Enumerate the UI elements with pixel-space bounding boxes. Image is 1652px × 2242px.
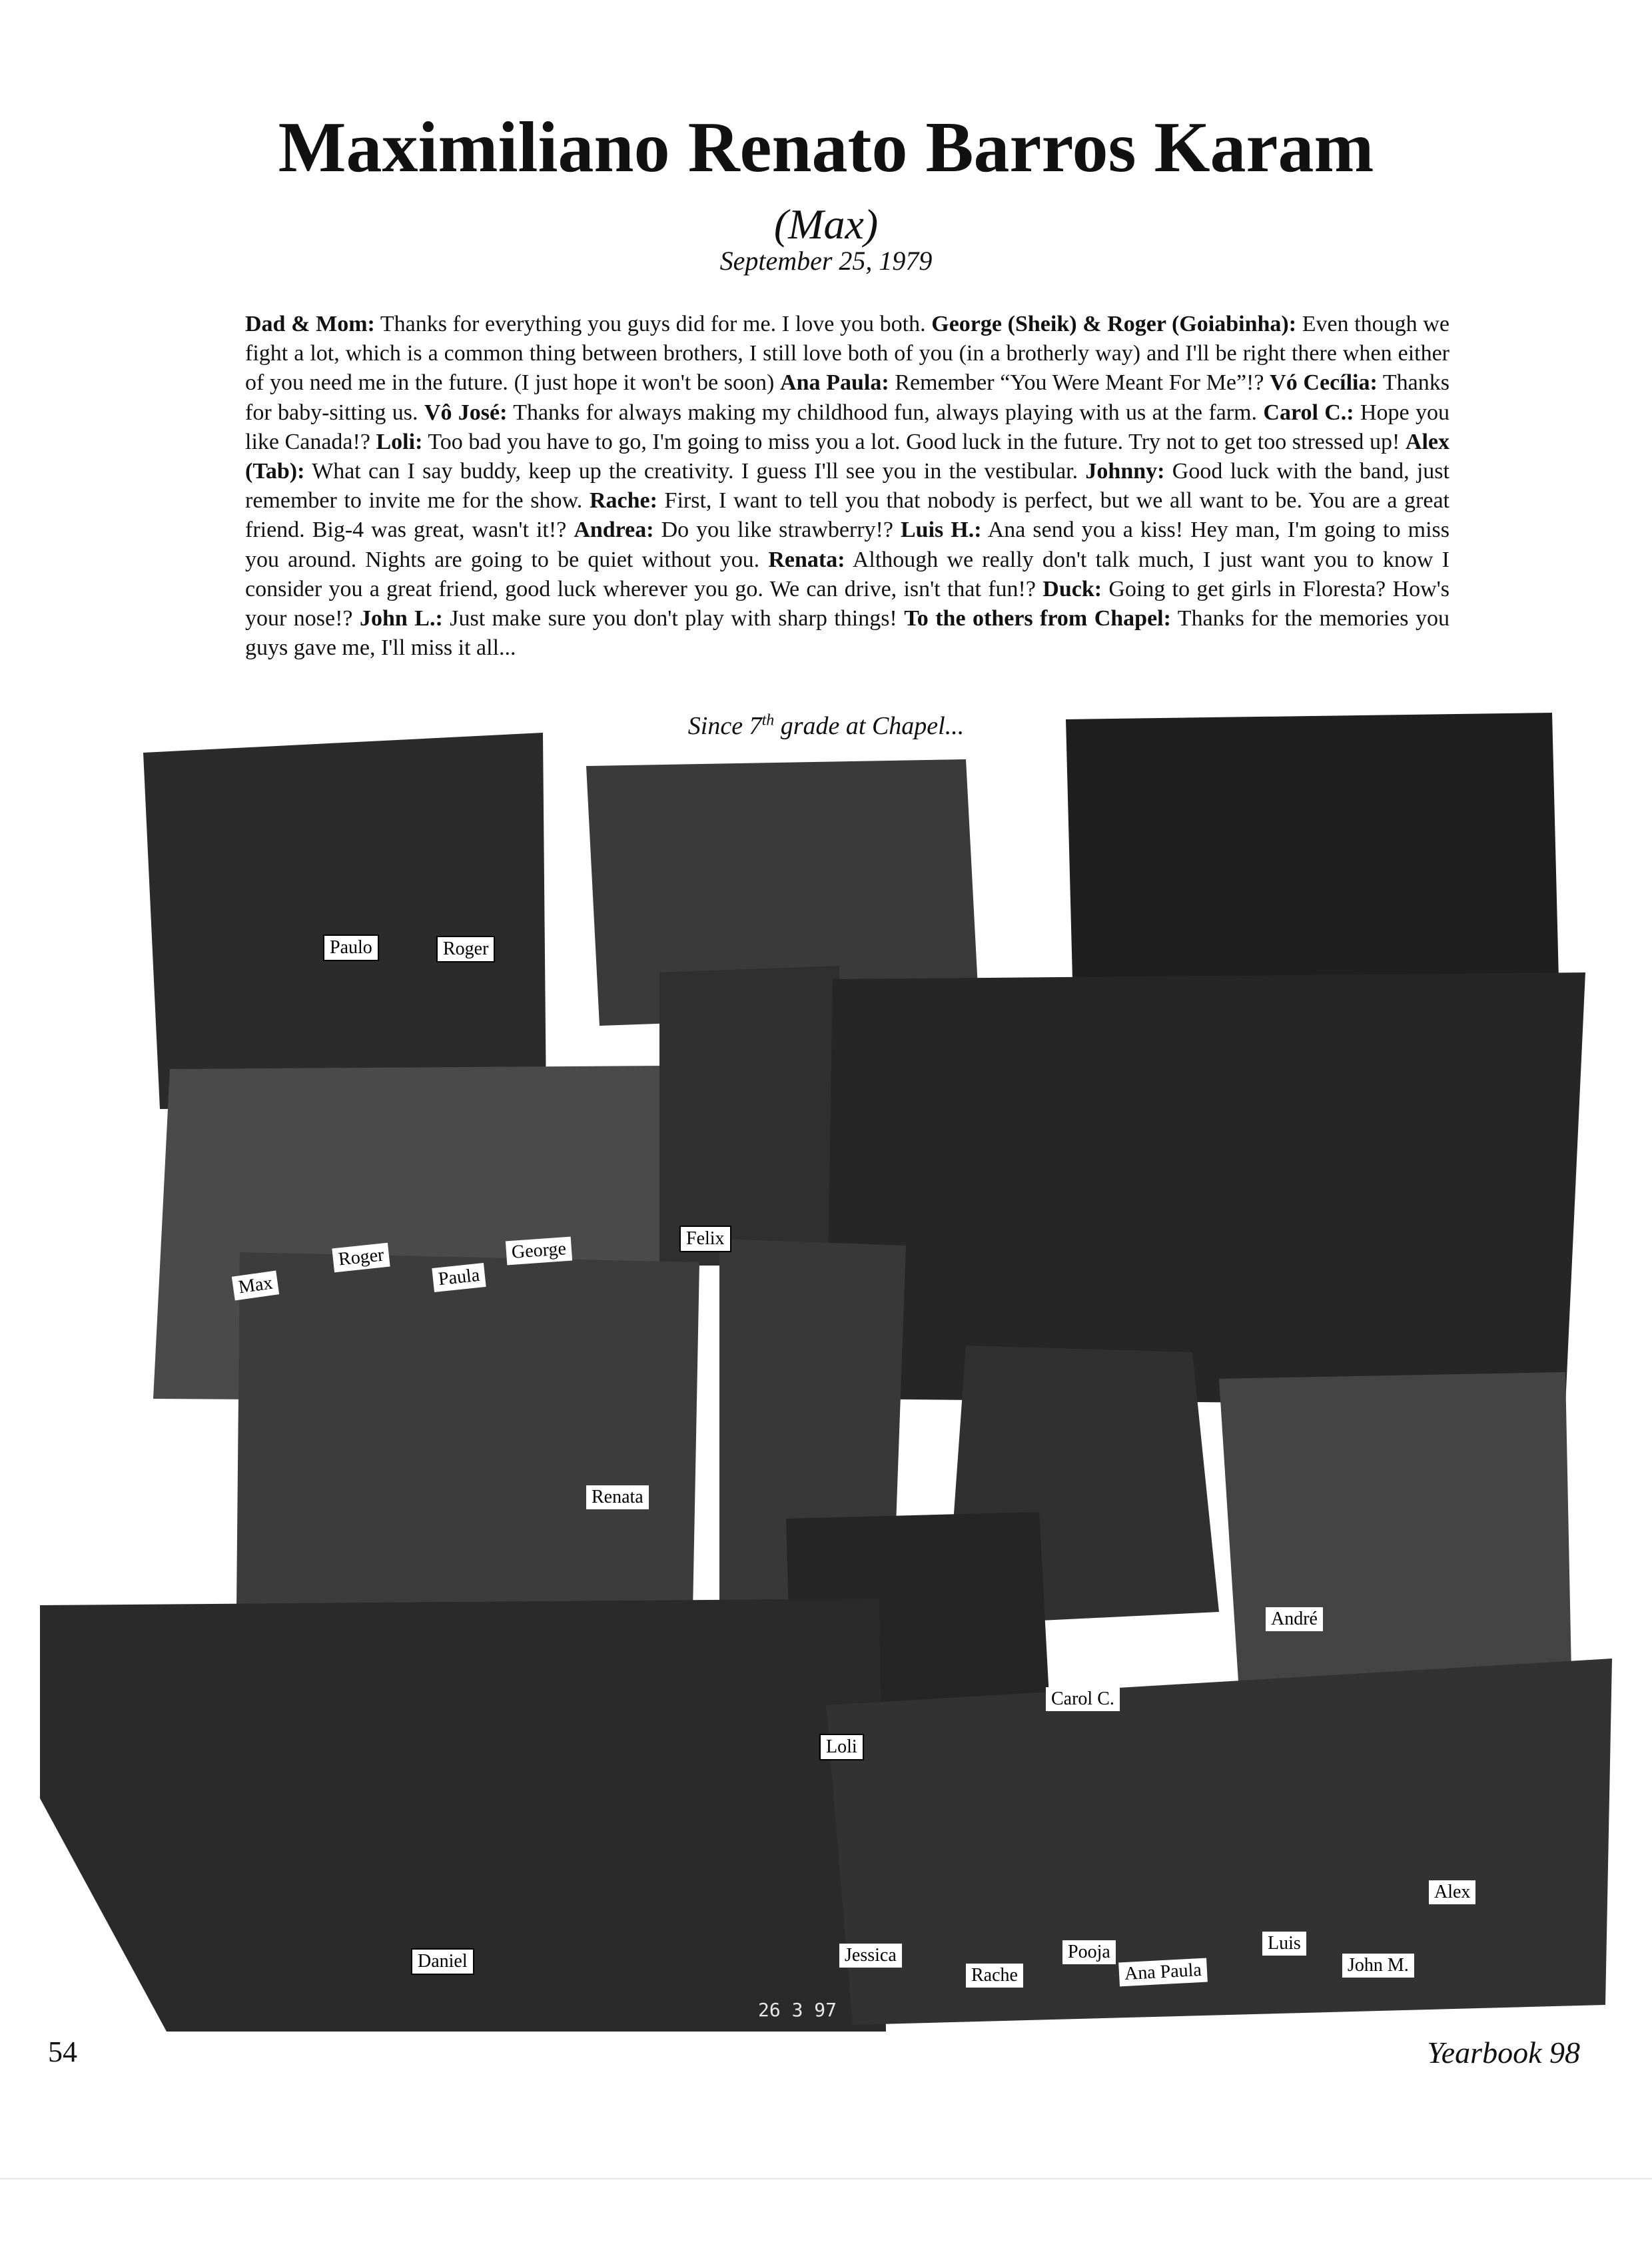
photo-label-john-m-: John M.	[1342, 1954, 1414, 1978]
dedication-recipient: Loli:	[376, 429, 423, 454]
photo-label-andr-: André	[1266, 1607, 1323, 1631]
photo-sunglasses-portraits	[1066, 713, 1559, 979]
photo-label-carol-c-: Carol C.	[1046, 1687, 1120, 1711]
photo-label-ana-paula: Ana Paula	[1118, 1958, 1208, 1987]
photo-label-renata: Renata	[586, 1485, 649, 1509]
photo-label-max: Max	[232, 1270, 280, 1300]
dedication-recipient: Rache:	[589, 488, 657, 514]
dedication-text: Do you like strawberry!?	[653, 518, 901, 543]
photo-label-roger: Roger	[332, 1243, 390, 1273]
since-caption-sup: th	[761, 711, 775, 729]
dedication-recipient: To the others from Chapel:	[904, 606, 1171, 631]
dedication-text: Even though we fight a lot, which is a common thing between brothers, I still love both of you (in a brotherly way) and I'll be right there when either of you need me in the future. (I just hope it won't be soon)	[245, 312, 1449, 396]
page-number: 54	[48, 2036, 77, 2068]
dedication-recipient: Vó Cecília:	[1270, 370, 1378, 396]
dedication-recipient: Vô José:	[424, 400, 508, 425]
student-name: Maximiliano Renato Barros Karam	[278, 108, 1374, 187]
dedication-text: Just make sure you don't play with sharp things!	[442, 606, 905, 631]
birthdate: September 25, 1979	[719, 246, 933, 276]
dedication-recipient: Luis H.:	[901, 518, 982, 543]
photo-label-george: George	[506, 1237, 572, 1266]
photo-label-paula: Paula	[432, 1263, 486, 1292]
dedication-text: Thanks for the memories you guys gave me, I'll miss it all...	[245, 606, 1449, 661]
dedication-recipient: Duck:	[1042, 576, 1102, 601]
photo-label-jessica: Jessica	[839, 1944, 902, 1968]
dedication-text: Ana send you a kiss! Hey man, I'm going to miss you around. Nights are going to be quiet without you.	[245, 518, 1449, 572]
photo-label-alex: Alex	[1429, 1880, 1475, 1904]
photo-label-roger: Roger	[436, 936, 495, 962]
photo-label-felix: Felix	[679, 1226, 731, 1252]
photo-label-paulo: Paulo	[323, 934, 379, 961]
photo-girls-boys-group	[826, 1659, 1612, 2025]
photo-label-pooja: Pooja	[1062, 1940, 1116, 1964]
dedication-text: Good luck with the band, just remember to invite me for the show.	[245, 459, 1449, 514]
photo-label-loli: Loli	[819, 1734, 864, 1760]
bottom-divider	[0, 2178, 1652, 2179]
dedication-recipient: Carol C.:	[1263, 400, 1354, 425]
photo-family-snow	[143, 733, 546, 1109]
dedication-text: Too bad you have to go, I'm going to miss you a lot. Good luck in the future. Try not to get too stressed up!	[422, 429, 1406, 454]
dedication-text: First, I want to tell you that nobody is perfect, but we all want to be. You are a great friend. Big-4 was great, wasn't it!?	[245, 488, 1449, 543]
dedication-recipient: George (Sheik) & Roger (Goiabinha):	[931, 312, 1297, 336]
since-caption-rest: grade at Chapel...	[774, 712, 965, 740]
dedication-recipient: Ana Paula:	[780, 370, 889, 396]
dedication-recipient: Alex (Tab):	[245, 429, 1449, 484]
dedication-text: Thanks for everything you guys did for me. I love you both.	[374, 312, 932, 336]
photo-label-rache: Rache	[966, 1964, 1023, 1988]
dedication-text: Thanks for always making my childhood fun, always playing with us at the farm.	[507, 400, 1264, 425]
dedication-recipient: Dad & Mom:	[245, 312, 375, 336]
dedication-text: Thanks for baby-sitting us.	[245, 370, 1450, 425]
photo-label-daniel: Daniel	[411, 1948, 474, 1975]
photo-group-sitting	[826, 972, 1585, 1405]
photo-guitar	[236, 1252, 699, 1612]
dedication-text: Hope you like Canada!?	[245, 400, 1449, 454]
dedication-text: Although we really don't talk much, I just want you to know I consider you a great friend, good luck wherever you go. We can drive, isn't that fun!?	[245, 547, 1449, 601]
since-caption-text: Since 7	[687, 712, 762, 740]
photo-date-stamp: 26 3 97	[758, 1999, 837, 2021]
dedication-recipient: Andrea:	[574, 518, 654, 543]
photo-felix	[659, 966, 839, 1266]
dedication-recipient: Renata:	[768, 547, 845, 572]
dedication-recipient: Johnny:	[1085, 459, 1165, 484]
publication-title: Yearbook 98	[1427, 2036, 1580, 2069]
dedication-text: Remember “You Were Meant For Me”!?	[889, 370, 1270, 396]
dedication-text: What can I say buddy, keep up the creativity. I guess I'll see you in the vestibular.	[304, 459, 1086, 484]
dedication-recipient: John L.:	[359, 606, 443, 631]
photo-label-luis: Luis	[1262, 1932, 1306, 1956]
photo-andre	[1219, 1372, 1572, 1705]
dedication-text: Going to get girls in Floresta? How's your nose!?	[245, 576, 1449, 631]
nickname: (Max)	[773, 200, 879, 248]
